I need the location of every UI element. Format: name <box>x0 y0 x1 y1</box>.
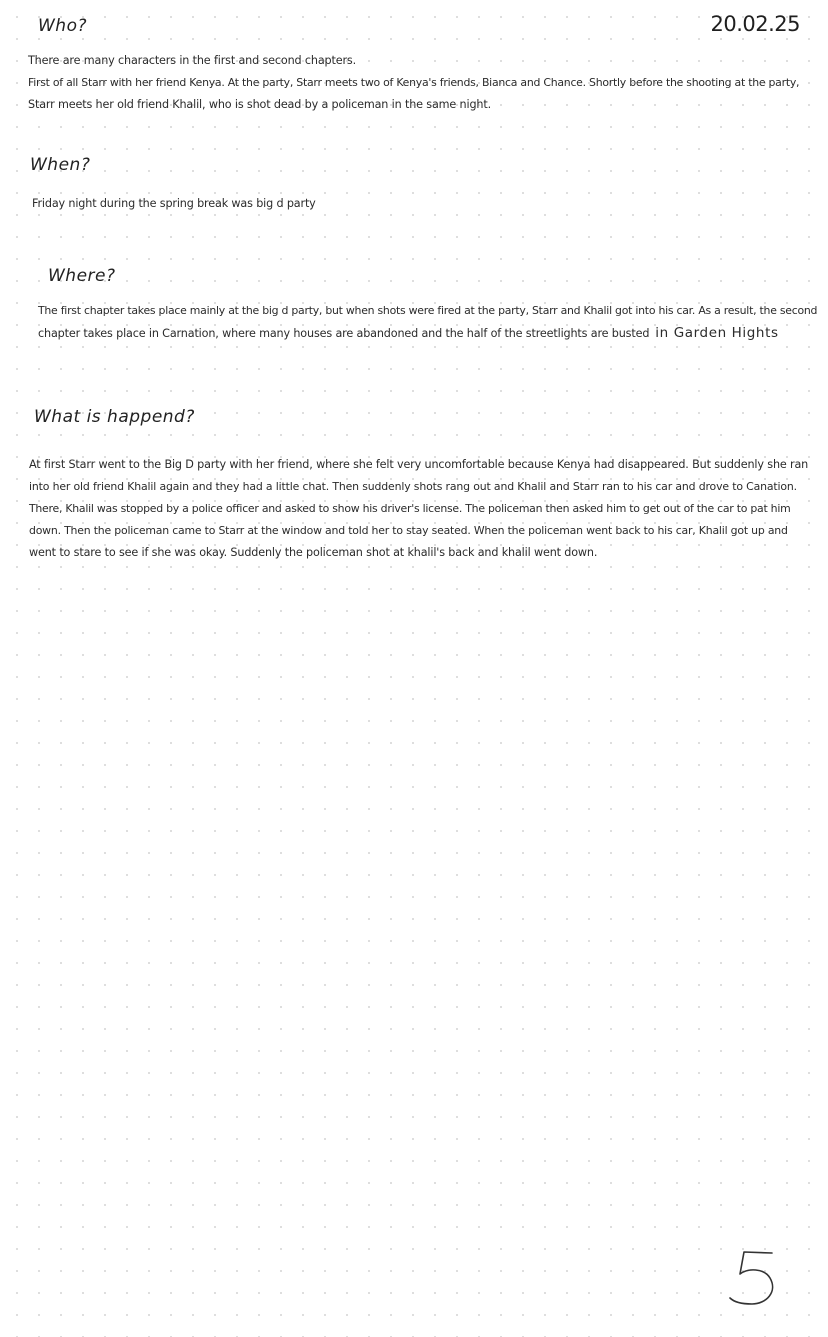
page-number-mark <box>726 1248 782 1310</box>
where-paragraph <box>38 300 818 345</box>
who-paragraph <box>28 50 818 116</box>
what-paragraph <box>29 454 819 564</box>
what-line-3: There, Khalil was stopped by a police officer and asked to show his driver's license. The policeman then asked him to get out of the car to pat him <box>29 502 791 515</box>
when-paragraph <box>32 193 732 215</box>
heading-when: When? <box>30 155 91 175</box>
date: 20.02.25 <box>710 12 800 36</box>
where-line-2 <box>38 322 818 345</box>
what-line-5: went to stare to see if she was okay. Suddenly the policeman shot at khalil's back and khalil went down. <box>29 546 598 559</box>
what-line-1: At first Starr went to the Big D party with her friend, where she felt very uncomfortable because Kenya had disappeared. But suddenly she ran <box>29 458 809 471</box>
where-addition: in Garden Hights <box>655 325 779 341</box>
what-line-4: down. Then the policeman came to Starr at the window and told her to stay seated. When the policeman went back to his car, Khalil got up and <box>29 524 788 537</box>
who-line-2: First of all Starr with her friend Kenya. At the party, Starr meets two of Kenya's friends, Bianca and Chance. Shortly before the shooting at the party, <box>28 76 800 89</box>
heading-where: Where? <box>48 266 116 286</box>
where-line-1: The first chapter takes place mainly at the big d party, but when shots were fired at the party, Starr and Khalil got into his car. As a result, the second <box>38 304 818 317</box>
when-text: Friday night during the spring break was big d party <box>32 197 316 210</box>
page-number: 5 <box>753 1288 755 1289</box>
where-line-2-text: chapter takes place in Carnation, where many houses are abandoned and the half of the streetlights are busted <box>38 327 650 340</box>
what-line-2: into her old friend Khalil again and they had a little chat. Then suddenly shots rang out and Khalil and Starr ran to his car and drove to Canation. <box>29 480 797 493</box>
page-number-stroke <box>730 1252 773 1304</box>
heading-who: Who? <box>38 16 88 36</box>
who-line-1: There are many characters in the first and second chapters. <box>28 54 356 67</box>
heading-what: What is happend? <box>34 407 195 427</box>
who-line-3: Starr meets her old friend Khalil, who is shot dead by a policeman in the same night. <box>28 98 491 111</box>
